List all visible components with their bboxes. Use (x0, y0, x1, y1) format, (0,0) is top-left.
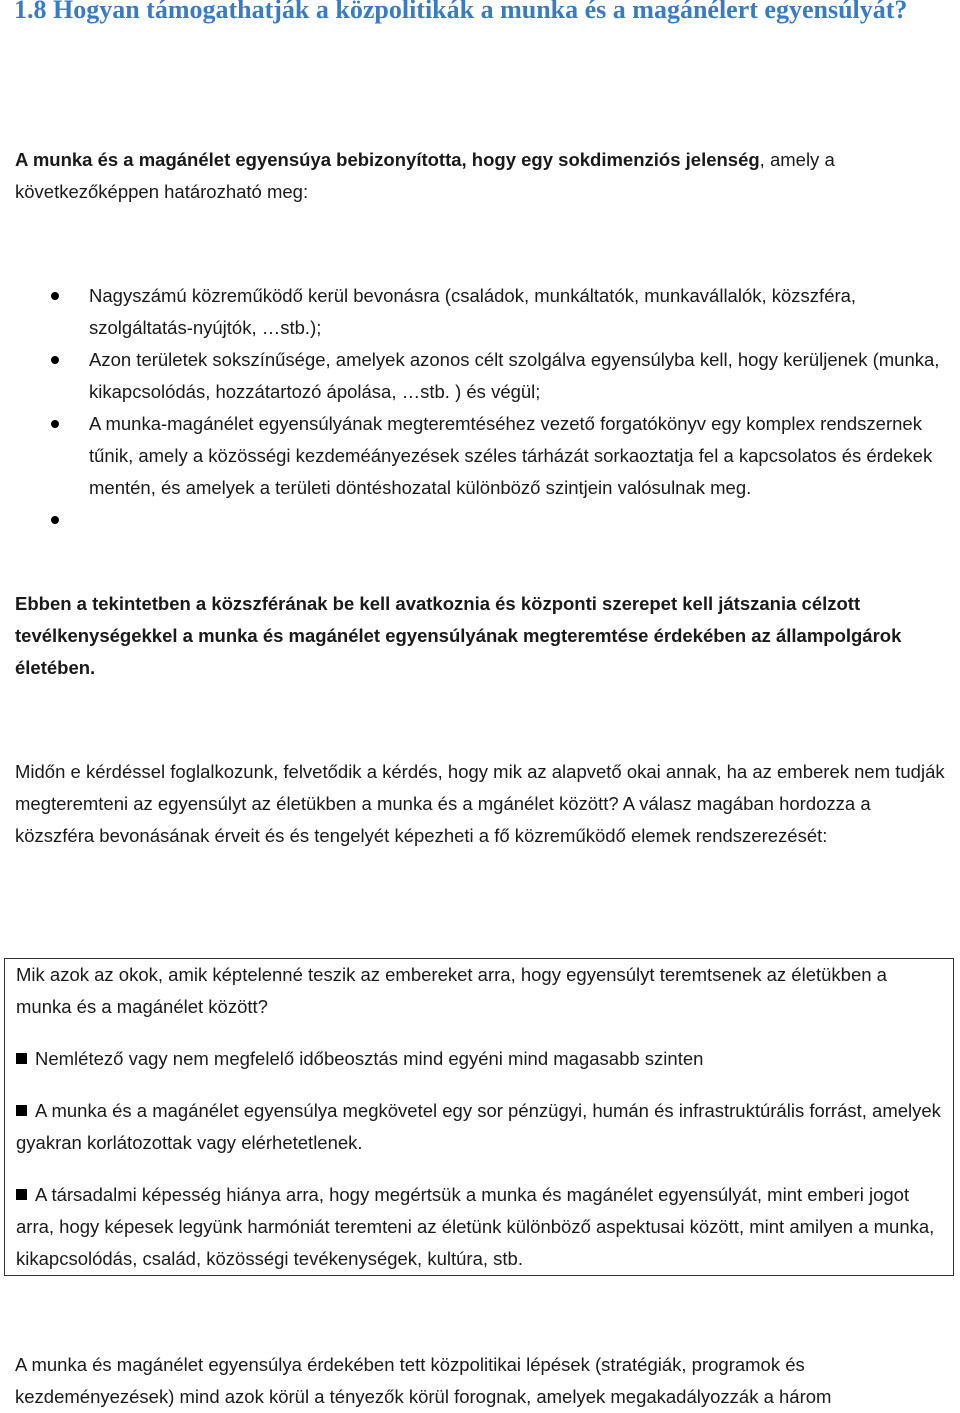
list-item (0, 504, 945, 536)
bullet-dot-icon (51, 356, 59, 364)
bullet-dot-icon (51, 420, 59, 428)
box-item: A munka és a magánélet egyensúlya megkövetel egy sor pénzügyi, humán és infrastruktúrális forrást, amelyek gyakran korlátozottak vagy elérhetetlenek. (16, 1100, 941, 1153)
bullet-dot-icon (51, 292, 59, 300)
final-paragraph: A munka és magánélet egyensúlya érdekében tett közpolitikai lépések (stratégiák, programok és kezdeményezések) mind azok körül a tényezők körül forognak, amelyek megakadályozzák a három (15, 1354, 832, 1407)
question-paragraph: Midőn e kérdéssel foglalkozunk, felvetődik a kérdés, hogy mik az alapvető okai annak, ha az emberek nem tudják megteremteni az egyensúlyt az életükben a munka és a mgánélet között? A válasz magában hordozza a közszféra bevonásának érveit és és tengelyét képezheti a fő közreműködő elemek rendszerezését: (15, 761, 945, 846)
section-heading: 1.8 Hogyan támogathatják a közpolitikák a munka és a magánélert egyensúlyát? (14, 0, 908, 24)
box-item: Nemlétező vagy nem megfelelő időbeosztás mind egyéni mind magasabb szinten (16, 1043, 941, 1075)
box-item: A társadalmi képesség hiánya arra, hogy megértsük a munka és magánélet egyensúlyát, mint emberi jogot arra, hogy képesek legyünk harmóniát teremteni az életünk különböző aspektusai között, mint amilyen a munka, kikapcsolódás, család, közösségi tevékenységek, kultúra, stb. (16, 1184, 935, 1269)
intro-paragraph (15, 144, 945, 208)
square-bullet-icon (16, 1053, 27, 1064)
list-item: Azon területek sokszínűsége, amelyek azonos célt szolgálva egyensúlyba kell, hogy kerüljenek (munka, kikapcsolódás, hozzátartozó ápolása, …stb. ) és végül; (0, 344, 945, 408)
box-question: Mik azok az okok, amik képtelenné teszik az embereket arra, hogy egyensúlyt teremtsenek az életükben a munka és a magánélet között? (16, 964, 887, 1017)
intro-rest: , amely a következőképpen határozható meg: (15, 149, 835, 202)
intro-bold: A munka és a magánélet egyensúya bebizonyította, hogy egy sokdimenziós jelenség (15, 149, 760, 170)
list-item: A munka-magánélet egyensúlyának megteremtéséhez vezető forgatókönyv egy komplex rendszernek tűnik, amely a közösségi kezdeméányezések széles tárházát sorkaoztatja fel a kapcsolatos és érdekek mentén, és amelyek a területi döntéshozatal különböző szintjein valósulnak meg. (0, 408, 945, 504)
square-bullet-icon (16, 1189, 27, 1200)
bullet-dot-icon (51, 516, 59, 524)
square-bullet-icon (16, 1105, 27, 1116)
list-item: Nagyszámú közreműködő kerül bevonásra (családok, munkáltatók, munkavállalók, közszféra, szolgáltatás-nyújtók, …stb.); (0, 280, 945, 344)
bullet-list (0, 280, 945, 536)
bold-paragraph: Ebben a tekintetben a közszférának be kell avatkoznia és központi szerepet kell játszania célzott tevélkenységekkel a munka és magánélet egyensúlyának megteremtése érdekében az állampolgárok életében. (15, 593, 902, 678)
reasons-box (4, 958, 954, 1276)
